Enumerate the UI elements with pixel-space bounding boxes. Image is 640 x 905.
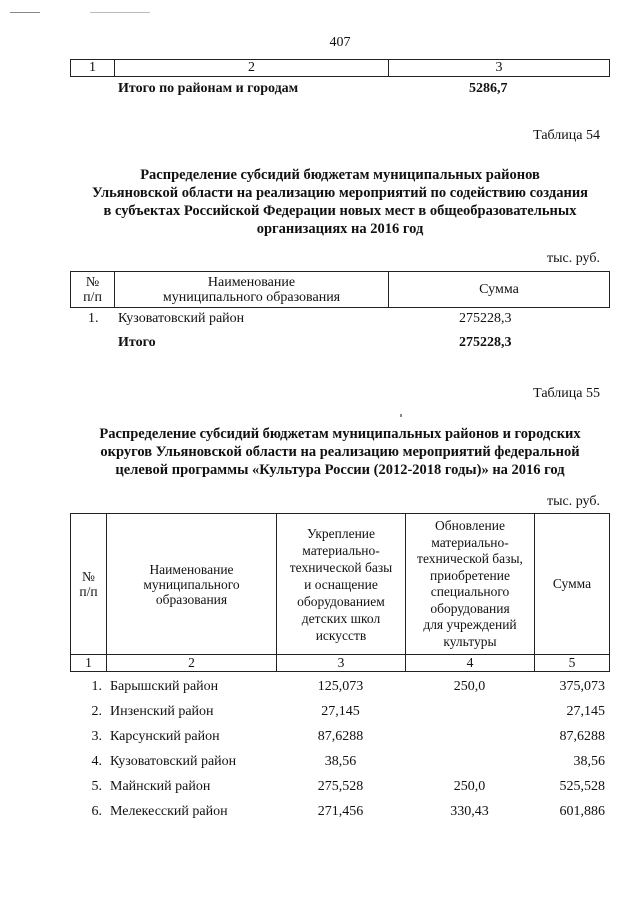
row-sum: 27,145: [566, 703, 605, 719]
top-total-value: 5286,7: [469, 81, 508, 96]
header-text: и оснащение: [304, 576, 378, 592]
table55-caption: Таблица 55: [533, 386, 600, 401]
row-c3: 27,145: [321, 703, 360, 719]
header-text: Наименование: [149, 561, 234, 577]
header-text: искусств: [315, 627, 367, 643]
row-c3: 275,528: [317, 778, 364, 794]
numbering-row: [71, 655, 610, 672]
cell: 5: [535, 655, 610, 672]
header-sum: Сумма: [535, 514, 610, 655]
header-text: оборудованием: [297, 593, 385, 609]
numbering-row: [71, 60, 610, 77]
row-c4: 250,0: [453, 678, 486, 694]
header-text: п/п: [79, 584, 98, 599]
title-line: Распределение субсидий бюджетам муниципальных районов: [140, 167, 540, 183]
row-c4: 330,43: [450, 803, 489, 819]
title-line: в субъектах Российской Федерации новых мест в общеобразовательных: [103, 203, 577, 219]
table-row: [70, 724, 609, 749]
scan-artifact: [10, 12, 40, 13]
top-table: [70, 59, 610, 77]
header-name: [115, 272, 389, 308]
header-text: специального: [430, 584, 510, 599]
header-text: технической базы: [289, 559, 393, 575]
scan-artifact: [400, 414, 402, 417]
header-text: материально-: [302, 542, 380, 558]
table-row: [70, 699, 609, 724]
title-line: Ульяновской области на реализацию мероприятий по содействию создания: [91, 185, 589, 201]
table54-header: [70, 271, 610, 308]
table-row: [70, 674, 609, 699]
table55-body: [70, 674, 609, 824]
table55-units: тыс. руб.: [547, 494, 600, 509]
header-text: образования: [155, 591, 228, 607]
header-num: [71, 514, 107, 655]
row-num: 2.: [91, 703, 102, 719]
header-num: [71, 272, 115, 308]
title-line: Распределение субсидий бюджетам муниципальных районов и городских: [99, 426, 581, 442]
row-sum: 87,6288: [559, 728, 605, 744]
table55-header-row: [71, 514, 610, 655]
cell: 4: [406, 655, 535, 672]
row-c4: [405, 749, 534, 774]
header-text: муниципального образования: [162, 289, 341, 305]
cell: 1: [71, 655, 107, 672]
row-sum: 375,073: [559, 678, 605, 694]
header-text: №: [82, 569, 95, 584]
table-row: [70, 774, 609, 799]
row-c3: 38,56: [324, 753, 357, 769]
top-total-label: Итого по районам и городам: [118, 81, 299, 96]
table54-total-value: 275228,3: [459, 335, 512, 350]
header-col4: [406, 514, 535, 655]
row-c4: [405, 699, 534, 724]
row-sum: 525,528: [559, 778, 605, 794]
row-name: Инзенский район: [110, 703, 214, 719]
header-text: материально-: [431, 534, 509, 550]
table54-caption: Таблица 54: [533, 128, 600, 143]
header-text: детских школ: [301, 610, 381, 626]
row-num: 5.: [91, 778, 102, 794]
header-name: [107, 514, 277, 655]
table54-row-name: Кузоватовский район: [118, 311, 245, 326]
row-num: 6.: [91, 803, 102, 819]
scan-artifact: [90, 12, 150, 13]
title-line: целевой программы «Культура России (2012-2018 годы)» на 2016 год: [115, 462, 565, 478]
cell: 3: [389, 60, 610, 77]
table55: [70, 513, 610, 672]
header-text: п/п: [83, 289, 102, 305]
table-row: [70, 799, 609, 824]
title-line: организациях на 2016 год: [256, 221, 424, 237]
table55-title: [60, 425, 620, 479]
header-text: Укрепление: [306, 525, 376, 541]
header-text: культуры: [443, 633, 497, 649]
row-c3: 271,456: [317, 803, 364, 819]
page-number: 407: [329, 35, 351, 50]
header-text: технической базы,: [417, 551, 523, 566]
row-name: Барышский район: [110, 678, 219, 694]
header-text: для учреждений: [423, 617, 517, 632]
cell: 1: [71, 60, 115, 77]
title-line: округов Ульяновской области на реализацию мероприятий федеральной: [100, 444, 580, 460]
row-c4: [405, 724, 534, 749]
row-name: Карсунский район: [110, 728, 220, 744]
header-text: Обновление: [435, 518, 505, 533]
table54-total-label: Итого: [118, 335, 156, 350]
header-text: Наименование: [207, 274, 296, 290]
cell: 2: [107, 655, 277, 672]
row-c3: 125,073: [317, 678, 364, 694]
row-c4: 250,0: [453, 778, 486, 794]
row-name: Кузоватовский район: [110, 753, 237, 769]
table-row: [70, 749, 609, 774]
row-num: 4.: [91, 753, 102, 769]
header-text: муниципального: [143, 576, 240, 592]
header-text: №: [85, 274, 100, 290]
table54-row-sum: 275228,3: [459, 311, 512, 326]
row-num: 1.: [91, 678, 102, 694]
table54-units: тыс. руб.: [547, 251, 600, 266]
row-num: 3.: [91, 728, 102, 744]
header-text: оборудования: [430, 600, 510, 616]
cell: 3: [277, 655, 406, 672]
row-sum: 601,886: [559, 803, 605, 819]
row-c3: 87,6288: [317, 728, 364, 744]
row-name: Майнский район: [110, 778, 211, 794]
header-sum: Сумма: [389, 272, 610, 308]
cell: 2: [115, 60, 389, 77]
header-text: приобретение: [430, 567, 510, 583]
row-sum: 38,56: [573, 753, 605, 769]
row-name: Мелекесский район: [110, 803, 228, 819]
table54-title: [60, 166, 620, 238]
table54-row-num: 1.: [88, 311, 99, 326]
header-col3: [277, 514, 406, 655]
